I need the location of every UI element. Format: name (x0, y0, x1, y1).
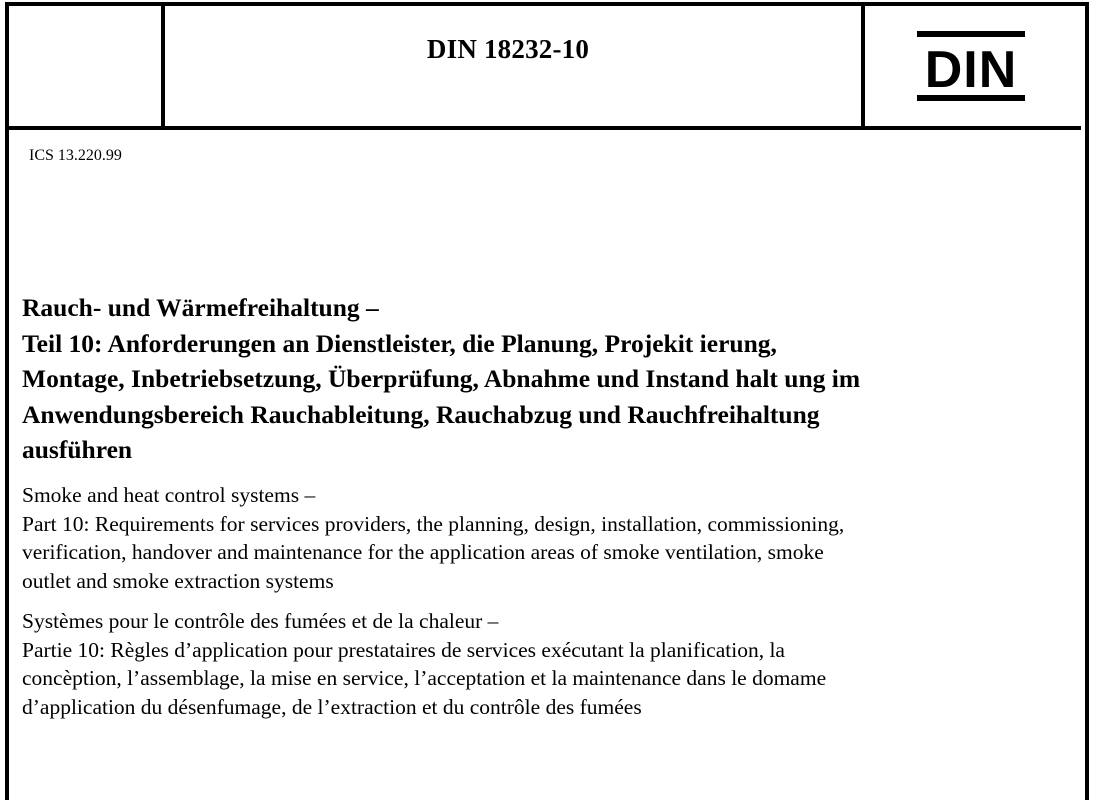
din-logo-text: DIN (924, 41, 1018, 99)
title-german: Rauch- und Wärmefreihaltung – Teil 10: Anforderungen an Dienstleister, die Planung, Projekit ierung, Montage, Inbetriebsetzung, Überprüfung, Abnahme und Instand halt ung im Anwendungsbereich Rauchableitung, Rauchabzug und Rauchfreihaltung ausführen (22, 293, 861, 464)
header-empty-cell (5, 2, 165, 126)
title-english: Smoke and heat control systems – Part 10: Requirements for services providers, the planning, design, installation, commissioning, verification, handover and maintenance for the application areas of smoke ventilation, smoke outlet and smoke extraction systems (22, 483, 845, 593)
title-french: Systèmes pour le contrôle des fumées et de la chaleur – Partie 10: Règles d’application pour prestataires de services exécutant la planification, la concèption, l’assemblage, la mise en service, l’acceptation et la maintenance dans le domame d’application du désenfumage, de l’extraction et du contrôle des fumées (22, 609, 827, 719)
document-number: DIN 18232-10 (426, 34, 590, 64)
din-logo (917, 31, 1025, 101)
ics-code: ICS 13.220.99 (29, 147, 122, 164)
